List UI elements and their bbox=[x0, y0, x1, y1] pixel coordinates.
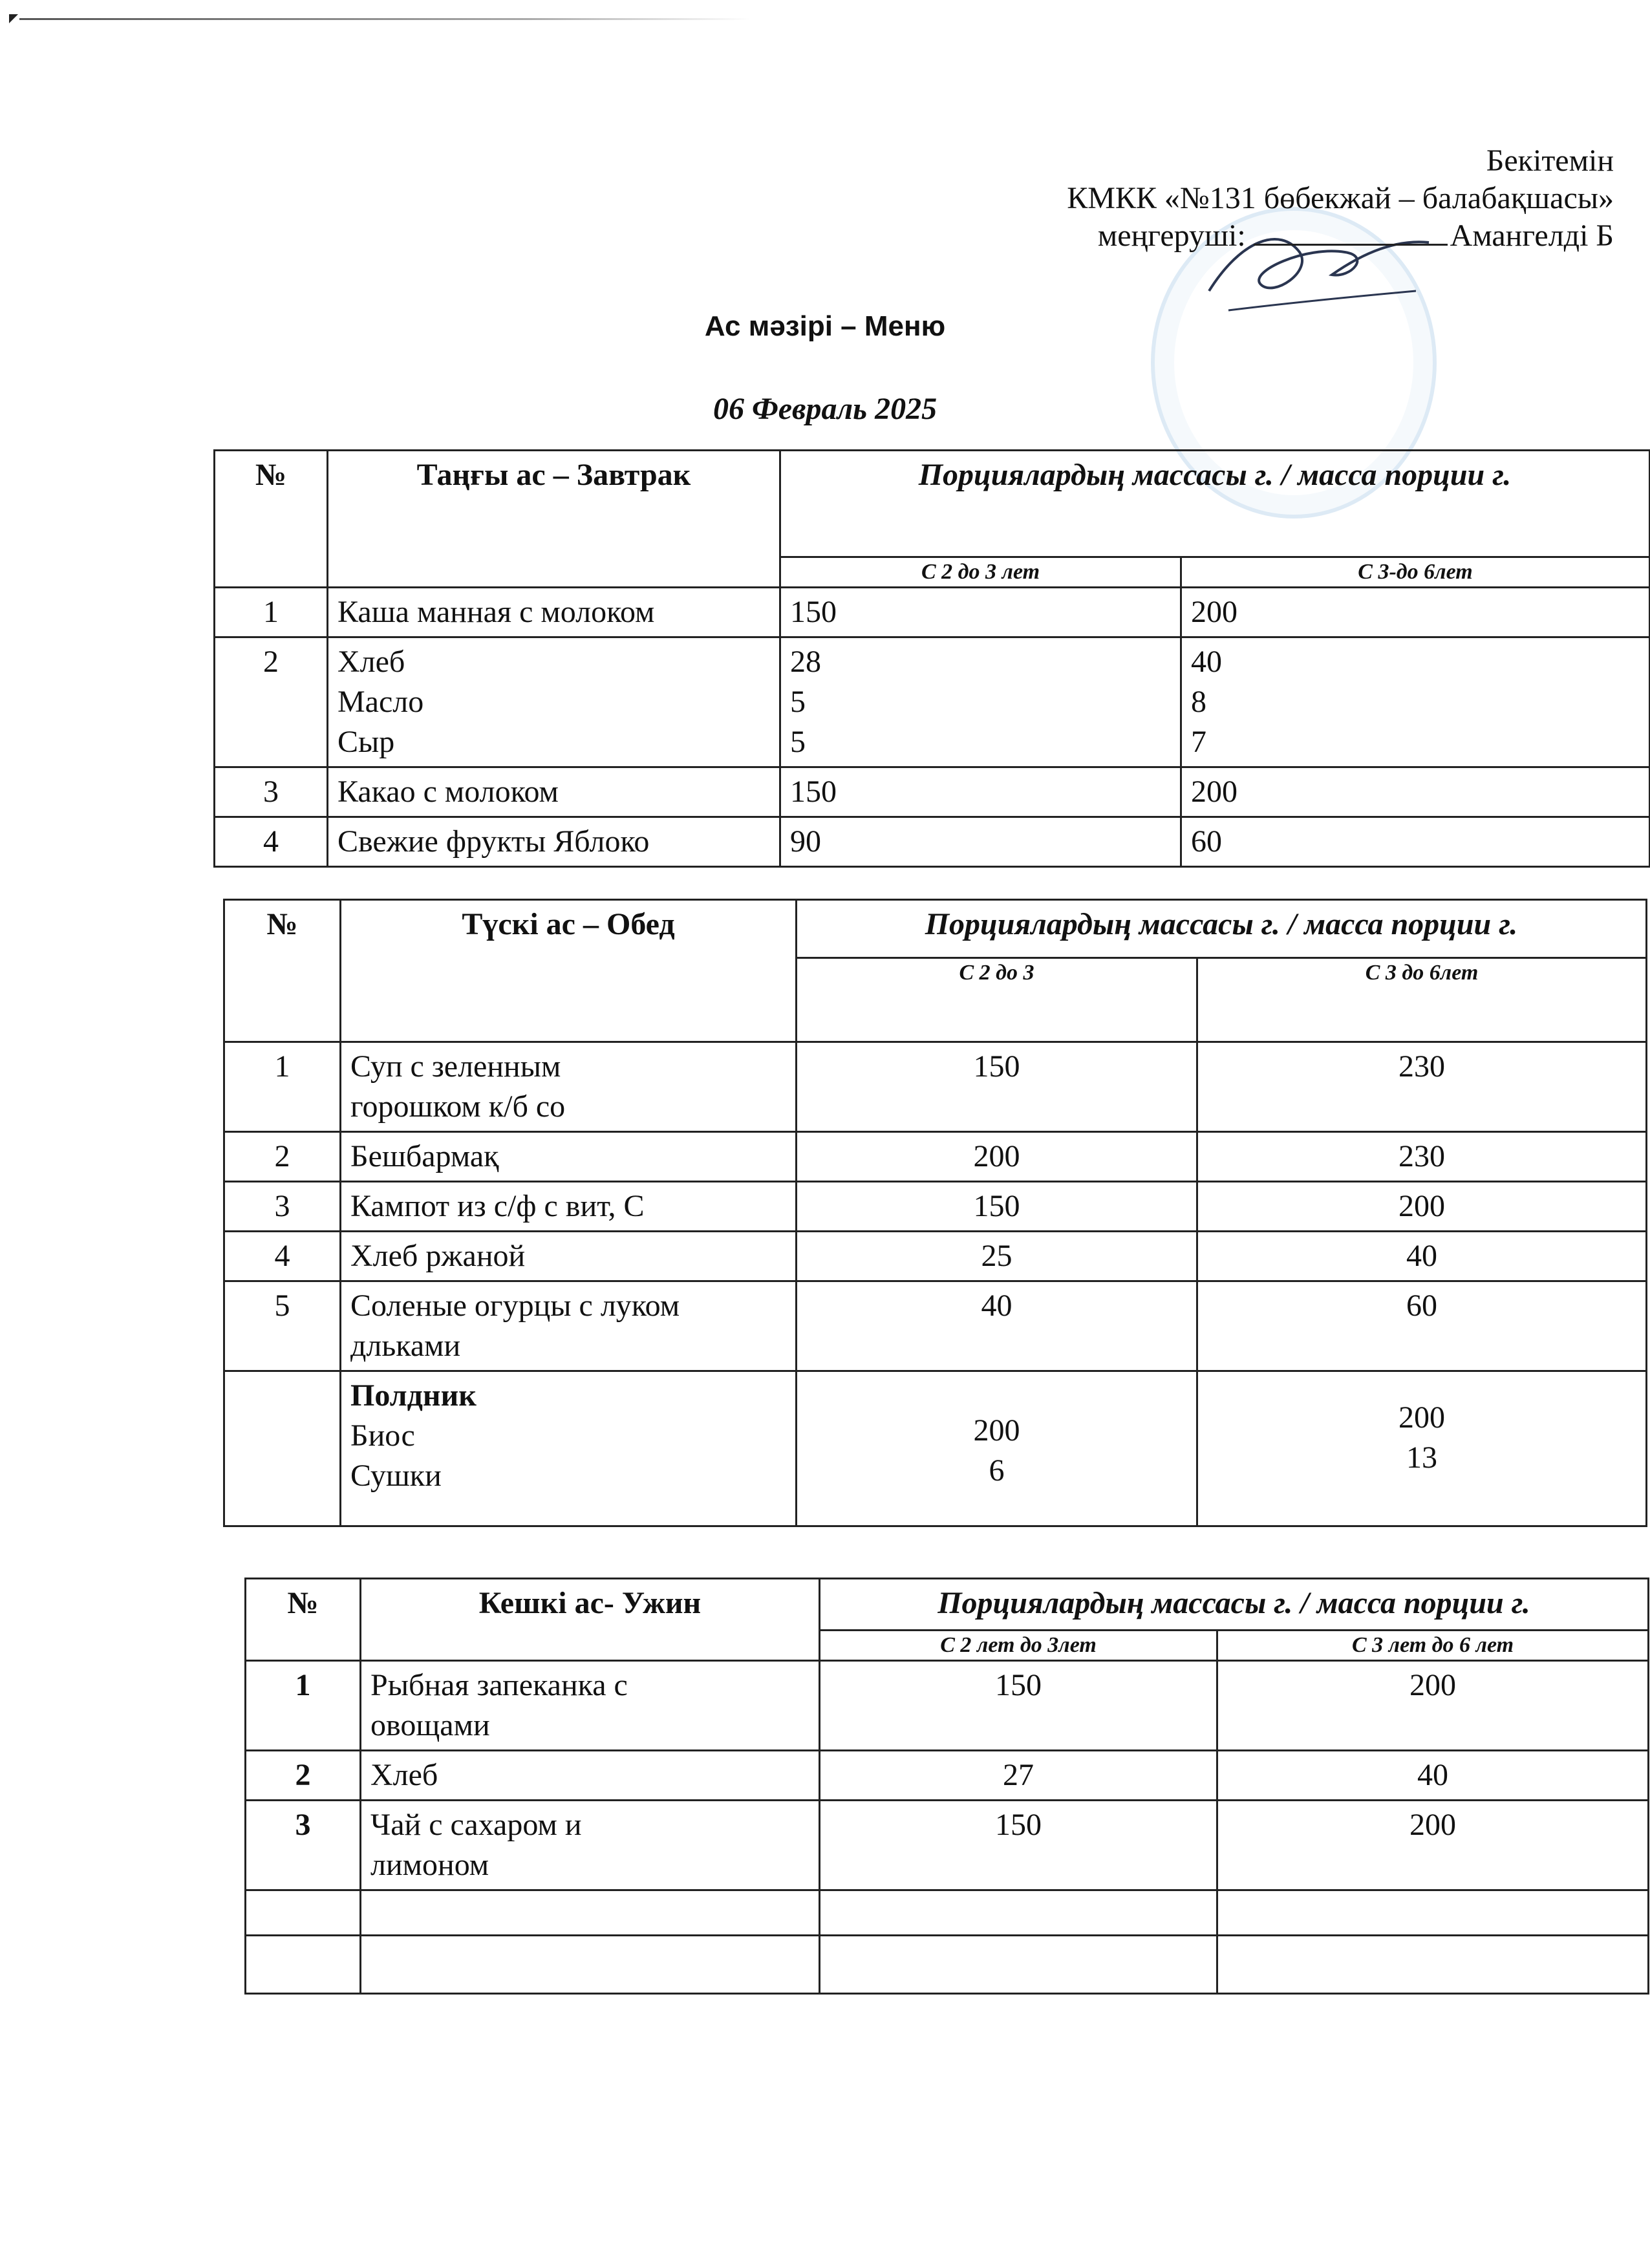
lunch-dish-name-line: дльками bbox=[350, 1329, 461, 1363]
empty-row bbox=[246, 1936, 1649, 1994]
snack-value: 200 bbox=[1398, 1400, 1445, 1435]
lunch-row bbox=[224, 1281, 1647, 1371]
breakfast-age2-value-line: 7 bbox=[1191, 725, 1206, 759]
dinner-age2-value bbox=[1217, 1751, 1649, 1801]
dinner-age1-value bbox=[820, 1661, 1217, 1751]
dinner-meal-header: Кешкі ас- Ужин bbox=[361, 1579, 820, 1661]
breakfast-age2-header: С 3-до 6лет bbox=[1181, 557, 1650, 588]
breakfast-age1-value bbox=[780, 817, 1181, 867]
breakfast-age1-value bbox=[780, 767, 1181, 817]
breakfast-age1-value bbox=[780, 637, 1181, 767]
page-title: Ас мәзірі – Меню bbox=[704, 310, 946, 342]
snack-value: 200 bbox=[973, 1413, 1020, 1448]
lunch-meal-header: Түскі ас – Обед bbox=[341, 900, 797, 1042]
lunch-row-number: 3 bbox=[224, 1182, 341, 1232]
snack-item: Биос bbox=[350, 1418, 415, 1453]
breakfast-row bbox=[215, 588, 1650, 637]
breakfast-dish-name-line: Сыр bbox=[338, 725, 395, 759]
breakfast-age1-value-line: 90 bbox=[790, 824, 821, 859]
breakfast-table bbox=[213, 449, 1650, 868]
lunch-age1-header: С 2 до 3 bbox=[797, 958, 1197, 1042]
lunch-age2-value-line: 230 bbox=[1398, 1139, 1445, 1173]
dinner-age2-header: С 3 лет до 6 лет bbox=[1217, 1631, 1649, 1661]
dinner-dish-name bbox=[361, 1751, 820, 1801]
lunch-row-number: 2 bbox=[224, 1132, 341, 1182]
lunch-row-number: 4 bbox=[224, 1232, 341, 1281]
dinner-dish-name-line: лимоном bbox=[370, 1848, 489, 1882]
breakfast-row-number: 3 bbox=[215, 767, 328, 817]
dinner-age1-value bbox=[820, 1801, 1217, 1890]
lunch-table bbox=[223, 899, 1647, 1527]
breakfast-age2-value bbox=[1181, 767, 1650, 817]
dinner-dish-name-line: овощами bbox=[370, 1708, 490, 1742]
empty-row bbox=[246, 1890, 1649, 1936]
snack-row bbox=[224, 1371, 1647, 1526]
dinner-age2-value-line: 40 bbox=[1417, 1758, 1448, 1792]
lunch-age1-value-line: 150 bbox=[973, 1189, 1020, 1223]
lunch-dish-name bbox=[341, 1281, 797, 1371]
snack-item: Сушки bbox=[350, 1459, 442, 1493]
dinner-dish-name bbox=[361, 1801, 820, 1890]
lunch-age2-value-line: 60 bbox=[1406, 1289, 1437, 1323]
lunch-dish-name-line: Кампот из с/ф с вит, С bbox=[350, 1189, 645, 1223]
breakfast-row-number: 1 bbox=[215, 588, 328, 637]
snack-no-cell bbox=[224, 1371, 341, 1526]
breakfast-age2-value bbox=[1181, 588, 1650, 637]
dinner-mass-header: Порциялардың массасы г. / масса порции г. bbox=[820, 1579, 1649, 1631]
dinner-age1-header: С 2 лет до 3лет bbox=[820, 1631, 1217, 1661]
snack-value: 13 bbox=[1406, 1440, 1437, 1475]
signature-line bbox=[1254, 218, 1448, 246]
lunch-age1-value bbox=[797, 1042, 1197, 1132]
director-name: Амангелді Б bbox=[1450, 219, 1614, 253]
scan-edge-line bbox=[19, 18, 750, 20]
breakfast-age2-value bbox=[1181, 637, 1650, 767]
dinner-row-number: 2 bbox=[246, 1751, 361, 1801]
breakfast-age1-value-line: 150 bbox=[790, 595, 837, 629]
lunch-dish-name-line: горошком к/б со bbox=[350, 1089, 566, 1124]
director-label: меңгеруші: bbox=[1097, 219, 1246, 253]
lunch-row bbox=[224, 1132, 1647, 1182]
dinner-age2-value bbox=[1217, 1801, 1649, 1890]
lunch-row bbox=[224, 1042, 1647, 1132]
dinner-table bbox=[244, 1578, 1649, 1995]
scan-corner-mark bbox=[9, 14, 18, 23]
lunch-age2-header: С 3 до 6лет bbox=[1197, 958, 1647, 1042]
organization-name: КМКК «№131 бөбекжай – балабақшасы» bbox=[1067, 181, 1614, 215]
lunch-dish-name-line: Бешбармақ bbox=[350, 1139, 499, 1173]
snack-age1-cell bbox=[797, 1371, 1197, 1526]
lunch-age1-value-line: 25 bbox=[981, 1239, 1012, 1273]
lunch-no-header: № bbox=[224, 900, 341, 1042]
dinner-age2-value-line: 200 bbox=[1409, 1668, 1456, 1702]
breakfast-mass-header: Порциялардың массасы г. / масса порции г. bbox=[780, 451, 1650, 557]
breakfast-row bbox=[215, 767, 1650, 817]
breakfast-age1-value bbox=[780, 588, 1181, 637]
dinner-row bbox=[246, 1801, 1649, 1890]
dinner-dish-name-line: Хлеб bbox=[370, 1758, 438, 1792]
breakfast-dish-name bbox=[328, 817, 780, 867]
dinner-age1-value-line: 150 bbox=[995, 1668, 1042, 1702]
lunch-age2-value bbox=[1197, 1132, 1647, 1182]
breakfast-dish-name-line: Свежие фрукты Яблоко bbox=[338, 824, 650, 859]
snack-value: 6 bbox=[989, 1453, 1005, 1488]
breakfast-dish-name bbox=[328, 637, 780, 767]
breakfast-age1-value-line: 5 bbox=[790, 685, 806, 719]
lunch-dish-name bbox=[341, 1042, 797, 1132]
breakfast-age2-value-line: 8 bbox=[1191, 685, 1206, 719]
lunch-age2-value bbox=[1197, 1232, 1647, 1281]
lunch-row-number: 1 bbox=[224, 1042, 341, 1132]
lunch-dish-name-line: Суп с зеленным bbox=[350, 1049, 561, 1084]
breakfast-row-number: 2 bbox=[215, 637, 328, 767]
lunch-row-number: 5 bbox=[224, 1281, 341, 1371]
lunch-dish-name-line: Соленые огурцы с луком bbox=[350, 1289, 680, 1323]
breakfast-dish-name-line: Масло bbox=[338, 685, 424, 719]
director-line bbox=[1067, 217, 1614, 255]
lunch-age2-value-line: 40 bbox=[1406, 1239, 1437, 1273]
lunch-age1-value bbox=[797, 1182, 1197, 1232]
dinner-dish-name-line: Рыбная запеканка с bbox=[370, 1668, 628, 1702]
lunch-row bbox=[224, 1182, 1647, 1232]
breakfast-dish-name-line: Хлеб bbox=[338, 645, 405, 679]
dinner-row-number: 3 bbox=[246, 1801, 361, 1890]
approval-heading: Бекітемін bbox=[1486, 144, 1614, 178]
breakfast-age1-header: С 2 до 3 лет bbox=[780, 557, 1181, 588]
lunch-row bbox=[224, 1232, 1647, 1281]
dinner-age1-value-line: 27 bbox=[1003, 1758, 1034, 1792]
lunch-age2-value-line: 200 bbox=[1398, 1189, 1445, 1223]
breakfast-age2-value-line: 40 bbox=[1191, 645, 1222, 679]
lunch-dish-name-line: Хлеб ржаной bbox=[350, 1239, 526, 1273]
snack-items-cell bbox=[341, 1371, 797, 1526]
dinner-row-number: 1 bbox=[246, 1661, 361, 1751]
lunch-dish-name bbox=[341, 1232, 797, 1281]
lunch-dish-name bbox=[341, 1132, 797, 1182]
breakfast-dish-name-line: Каша манная с молоком bbox=[338, 595, 655, 629]
lunch-mass-header: Порциялардың массасы г. / масса порции г. bbox=[797, 900, 1647, 958]
dinner-row bbox=[246, 1661, 1649, 1751]
breakfast-row bbox=[215, 817, 1650, 867]
lunch-age2-value-line: 230 bbox=[1398, 1049, 1445, 1084]
breakfast-age2-value bbox=[1181, 817, 1650, 867]
snack-age2-cell bbox=[1197, 1371, 1647, 1526]
breakfast-dish-name bbox=[328, 588, 780, 637]
lunch-dish-name bbox=[341, 1182, 797, 1232]
snack-title: Полдник bbox=[350, 1378, 477, 1413]
breakfast-age1-value-line: 28 bbox=[790, 645, 821, 679]
approval-block bbox=[1067, 142, 1614, 255]
lunch-age1-value bbox=[797, 1232, 1197, 1281]
dinner-no-header: № bbox=[246, 1579, 361, 1661]
dinner-dish-name-line: Чай с сахаром и bbox=[370, 1808, 582, 1842]
dinner-row bbox=[246, 1751, 1649, 1801]
breakfast-meal-header: Таңғы ас – Завтрак bbox=[328, 451, 780, 588]
breakfast-age1-value-line: 150 bbox=[790, 775, 837, 809]
breakfast-age2-value-line: 200 bbox=[1191, 775, 1238, 809]
menu-date: 06 Февраль 2025 bbox=[712, 392, 938, 426]
dinner-age2-value bbox=[1217, 1661, 1649, 1751]
breakfast-no-header: № bbox=[215, 451, 328, 588]
dinner-age2-value-line: 200 bbox=[1409, 1808, 1456, 1842]
lunch-age2-value bbox=[1197, 1182, 1647, 1232]
lunch-age1-value-line: 40 bbox=[981, 1289, 1012, 1323]
dinner-age1-value-line: 150 bbox=[995, 1808, 1042, 1842]
dinner-age1-value bbox=[820, 1751, 1217, 1801]
dinner-dish-name bbox=[361, 1661, 820, 1751]
lunch-age1-value bbox=[797, 1132, 1197, 1182]
lunch-age1-value-line: 200 bbox=[973, 1139, 1020, 1173]
breakfast-age1-value-line: 5 bbox=[790, 725, 806, 759]
lunch-age2-value bbox=[1197, 1042, 1647, 1132]
lunch-age1-value-line: 150 bbox=[973, 1049, 1020, 1084]
breakfast-dish-name bbox=[328, 767, 780, 817]
lunch-age2-value bbox=[1197, 1281, 1647, 1371]
lunch-age1-value bbox=[797, 1281, 1197, 1371]
breakfast-age2-value-line: 60 bbox=[1191, 824, 1222, 859]
breakfast-row bbox=[215, 637, 1650, 767]
breakfast-age2-value-line: 200 bbox=[1191, 595, 1238, 629]
breakfast-row-number: 4 bbox=[215, 817, 328, 867]
breakfast-dish-name-line: Какао с молоком bbox=[338, 775, 559, 809]
